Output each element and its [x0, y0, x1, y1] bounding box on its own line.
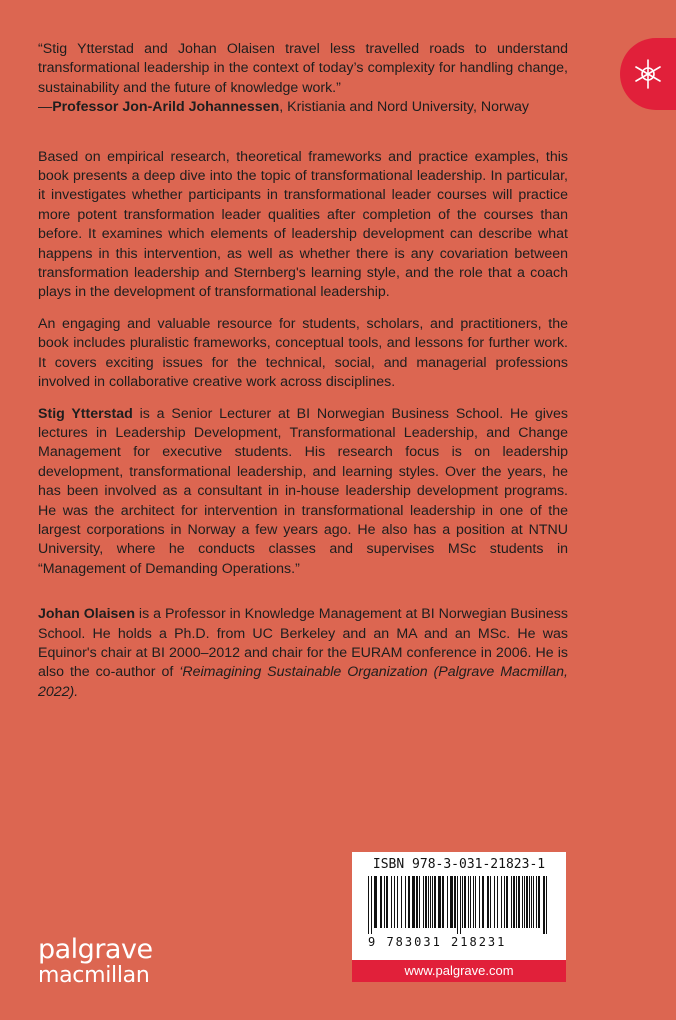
barcode-bar [368, 876, 369, 934]
author-bio-text: is a Professor in Knowledge Management at BI Norwegian Business School. He holds a Ph.D. from UC Berkeley and an MA and an MSc. He was Equinor's chair at BI 2000–2012 and chair for the EURAM conference in 2006. He is also the co-author of [38, 606, 568, 681]
barcode-bar [522, 876, 523, 928]
barcode-bar [536, 876, 537, 928]
barcode-bar [408, 876, 410, 928]
author-bio-olaisen [38, 605, 568, 702]
isbn-label: ISBN 978-3-031-21823-1 [372, 857, 546, 872]
barcode-bar [416, 876, 418, 928]
barcode-bar [516, 876, 517, 928]
palgrave-macmillan-logo [38, 936, 153, 988]
barcode-bar [526, 876, 528, 928]
barcode-bar [490, 876, 491, 928]
barcode-bar [386, 876, 388, 928]
barcode-digits: 9 783031 218231 [368, 935, 507, 949]
palgrave-snowflake-icon [628, 56, 668, 92]
barcode-bar [546, 876, 547, 934]
barcode-bar [538, 876, 540, 928]
barcode-bar [482, 876, 484, 928]
quote-text: “Stig Ytterstad and Johan Olaisen travel less travelled roads to understand transformational leadership in the context of today’s complexity for handling change, sustainability and the future of knowledge work.” [38, 41, 568, 96]
barcode-bar [531, 876, 532, 928]
barcode-bar [533, 876, 534, 928]
endorsement-quote [38, 40, 568, 118]
barcode-bar [394, 876, 395, 928]
logo-line-palgrave: palgrave [38, 934, 153, 965]
barcode-bar [457, 876, 458, 934]
barcode-bar [412, 876, 415, 928]
barcode-bar [423, 876, 424, 928]
barcode-bar [511, 876, 512, 928]
barcode-bar [462, 876, 463, 928]
barcode-bar [425, 876, 427, 928]
description-paragraph: Based on empirical research, theoretical frameworks and practice examples, this book presents a deep dive into the topic of transformational leadership. In particular, it investigates whether participants in transformational leader courses will practice more potent transformation leader qualities after completion of the courses than before. It examines which elements of leadership development can describe what happens in this intervention, as well as whether there is any covariation between transformation leadership and Sternberg's learning style, and the role that a coach plays in the development of transformational leadership. [38, 148, 568, 301]
barcode-bar [380, 876, 382, 928]
barcode-bar [524, 876, 525, 928]
barcode-bar [438, 876, 441, 928]
barcode-bar [464, 876, 466, 928]
publisher-url[interactable]: www.palgrave.com [352, 960, 566, 982]
barcode-bar [430, 876, 431, 928]
back-cover-text [38, 40, 568, 714]
barcode-bar [454, 876, 456, 928]
barcode-bar [460, 876, 461, 934]
barcode-bar [494, 876, 495, 928]
author-bio-ytterstad [38, 405, 568, 580]
barcode-bar [450, 876, 453, 928]
barcode-bar [487, 876, 489, 928]
barcode-bar [470, 876, 471, 928]
author-name: Johan Olaisen [38, 606, 135, 623]
barcode-bar [432, 876, 433, 928]
barcode-bar [374, 876, 377, 928]
barcode-bar [501, 876, 502, 928]
barcode-bar [419, 876, 420, 928]
barcode-bar [405, 876, 406, 928]
barcode-bar [479, 876, 480, 928]
quote-author: Professor Jon-Arild Johannessen [52, 99, 280, 116]
logo-line-macmillan: macmillan [38, 963, 150, 988]
barcode-bar [518, 876, 520, 928]
barcode-bar [543, 876, 545, 934]
barcode-bar [447, 876, 448, 928]
author-bio-text: is a Senior Lecturer at BI Norwegian Business School. He gives lectures in Leadership Development, Transformational Leadership, and Change Management for executive students. His research focus is on leadership development, transformational leadership, and learning styles. Over the years, he has been involved as a consultant in in-house leadership development programs. He was the architect for intervention in transformational leadership in one of the largest corporations in Norway a few years ago. He also has a position at NTNU University, where he conducts classes and supervises MSc students in “Management of Demanding Operations.” [38, 405, 568, 577]
barcode-bar [428, 876, 429, 928]
barcode-bar [397, 876, 398, 928]
quote-attribution [38, 98, 568, 117]
barcode-bar [497, 876, 498, 928]
quote-dash: — [38, 99, 53, 116]
barcode-bar [468, 876, 469, 928]
barcode-bar [401, 876, 402, 928]
book-reference: ‘Reimagining Sustainable Organization (Palgrave Macmillan, 2022). [38, 664, 568, 700]
barcode-bar [384, 876, 385, 928]
barcode-bar [504, 876, 505, 928]
barcode-bar [391, 876, 392, 928]
barcode [366, 876, 552, 934]
barcode-bar [513, 876, 515, 928]
quote-affiliation: , Kristiania and Nord University, Norway [279, 99, 529, 116]
barcode-bar [506, 876, 508, 928]
barcode-bar [442, 876, 444, 928]
barcode-bar [371, 876, 372, 934]
barcode-bar [434, 876, 436, 928]
barcode-bar [529, 876, 530, 928]
barcode-bar [473, 876, 474, 928]
publisher-badge [620, 38, 676, 110]
author-name: Stig Ytterstad [38, 405, 133, 422]
barcode-bar [475, 876, 476, 928]
description-paragraph: An engaging and valuable resource for students, scholars, and practitioners, the book includes pluralistic frameworks, conceptual tools, and lessons for further work. It covers exciting issues for the technical, social, and managerial professions involved in collaborative creative work across disciplines. [38, 315, 568, 391]
